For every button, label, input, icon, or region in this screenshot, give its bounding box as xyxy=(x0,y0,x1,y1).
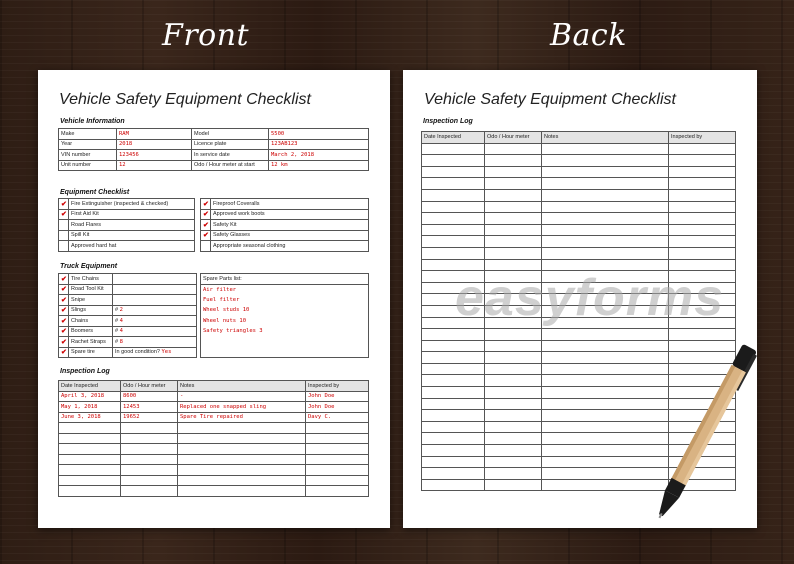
inspection-log-heading: Inspection Log xyxy=(60,368,110,375)
table-cell xyxy=(59,465,121,476)
checklist-row xyxy=(201,241,369,252)
checklist-row xyxy=(59,230,195,241)
table-cell xyxy=(178,465,306,476)
quantity-cell: # 8 xyxy=(113,337,197,348)
checklist-row xyxy=(59,284,197,295)
inspection-log-heading-back: Inspection Log xyxy=(423,118,473,125)
checklist-row xyxy=(59,295,197,306)
back-heading: Back xyxy=(550,18,627,53)
checklist-row xyxy=(59,199,195,210)
equipment-checklist-heading: Equipment Checklist xyxy=(60,189,130,196)
empty-checkbox xyxy=(59,241,69,252)
checkmark-icon: ✔ xyxy=(201,209,211,220)
table-cell xyxy=(178,486,306,497)
checklist-label: Safety Kit xyxy=(211,220,369,231)
table-cell xyxy=(422,410,485,422)
checklist-label: Slings xyxy=(69,305,113,316)
table-cell xyxy=(485,224,542,236)
table-cell xyxy=(59,486,121,497)
table-cell xyxy=(485,433,542,445)
table-cell xyxy=(485,155,542,167)
checklist-label: Approved hard hat xyxy=(69,241,195,252)
table-cell xyxy=(485,329,542,341)
checkmark-icon: ✔ xyxy=(59,199,69,210)
table-row xyxy=(422,178,736,190)
table-cell xyxy=(422,387,485,399)
table-cell xyxy=(485,143,542,155)
table-cell xyxy=(542,247,669,259)
table-row xyxy=(59,433,369,444)
table-cell xyxy=(422,178,485,190)
table-cell xyxy=(542,224,669,236)
table-row xyxy=(422,213,736,225)
table-cell: John Doe xyxy=(306,402,369,413)
table-cell xyxy=(422,468,485,480)
quantity-cell: # 4 xyxy=(113,316,197,327)
checklist-label: Rachet Straps xyxy=(69,337,113,348)
table-row xyxy=(422,155,736,167)
quantity-value: 8 xyxy=(119,338,123,345)
checklist-row xyxy=(201,230,369,241)
table-cell xyxy=(485,410,542,422)
table-cell xyxy=(422,340,485,352)
table-cell xyxy=(485,468,542,480)
table-cell xyxy=(542,201,669,213)
table-cell xyxy=(178,475,306,486)
field-value: March 2, 2018 xyxy=(269,150,369,161)
checklist-row xyxy=(59,209,195,220)
checkmark-icon: ✔ xyxy=(59,209,69,220)
table-cell xyxy=(669,201,736,213)
spare-part-item xyxy=(201,347,369,358)
table-cell xyxy=(422,479,485,491)
table-cell xyxy=(178,454,306,465)
table-row xyxy=(422,201,736,213)
checklist-label: Fireproof Coveralls xyxy=(211,199,369,210)
equipment-checklist-left xyxy=(58,198,195,252)
spare-parts-header: Spare Parts list: xyxy=(201,274,369,285)
table-cell xyxy=(59,444,121,455)
spare-part-item: Wheel nuts 10 xyxy=(201,316,369,327)
table-cell xyxy=(669,247,736,259)
table-cell: Spare Tire repaired xyxy=(178,412,306,423)
table-cell xyxy=(422,363,485,375)
table-cell xyxy=(542,189,669,201)
checkmark-icon: ✔ xyxy=(59,295,69,306)
checklist-label: Spill Kit xyxy=(69,230,195,241)
pen-image xyxy=(650,330,760,530)
table-cell: April 3, 2018 xyxy=(59,391,121,402)
checklist-label: Tire Chains xyxy=(69,274,113,285)
table-cell xyxy=(422,433,485,445)
column-header: Odo / Hour meter xyxy=(121,381,178,392)
checklist-label: Safety Glasses xyxy=(211,230,369,241)
watermark-logo: easyforms xyxy=(455,269,725,327)
checklist-label: Approved work boots xyxy=(211,209,369,220)
table-cell xyxy=(485,189,542,201)
checkmark-icon: ✔ xyxy=(201,199,211,210)
checkmark-icon: ✔ xyxy=(201,230,211,241)
checklist-label: Spare tire xyxy=(69,347,113,358)
spare-part-row xyxy=(201,284,369,295)
table-cell xyxy=(422,445,485,457)
column-header: Notes xyxy=(542,132,669,144)
field-label: Model xyxy=(192,129,269,140)
checklist-label: First Aid Kit xyxy=(69,209,195,220)
truck-equipment-heading: Truck Equipment xyxy=(60,263,118,270)
table-cell xyxy=(59,475,121,486)
checklist-label: Chains xyxy=(69,316,113,327)
empty-checkbox xyxy=(201,241,211,252)
table-cell xyxy=(485,445,542,457)
table-cell xyxy=(306,423,369,434)
table-cell xyxy=(669,213,736,225)
checkmark-icon: ✔ xyxy=(59,274,69,285)
checklist-label: Road Flares xyxy=(69,220,195,231)
table-cell xyxy=(121,465,178,476)
quantity-value: 4 xyxy=(119,317,123,324)
table-row xyxy=(422,189,736,201)
table-cell xyxy=(178,444,306,455)
table-cell xyxy=(422,201,485,213)
table-row xyxy=(59,444,369,455)
field-label: Make xyxy=(59,129,117,140)
checkmark-icon: ✔ xyxy=(59,284,69,295)
table-row xyxy=(59,454,369,465)
table-cell: John Doe xyxy=(306,391,369,402)
checkmark-icon: ✔ xyxy=(59,305,69,316)
checklist-row xyxy=(59,337,197,348)
inspection-log-table xyxy=(58,380,369,497)
vehicle-info-heading: Vehicle Information xyxy=(60,118,125,125)
table-row xyxy=(59,129,369,140)
table-cell xyxy=(669,143,736,155)
checklist-row xyxy=(59,316,197,327)
table-cell xyxy=(121,423,178,434)
table-cell xyxy=(485,398,542,410)
field-label: Year xyxy=(59,139,117,150)
table-cell xyxy=(121,433,178,444)
table-cell: 8600 xyxy=(121,391,178,402)
checklist-label: Snipe xyxy=(69,295,113,306)
column-header: Odo / Hour meter xyxy=(485,132,542,144)
field-value: 12 xyxy=(117,160,192,171)
table-row xyxy=(59,475,369,486)
table-cell xyxy=(178,433,306,444)
table-row xyxy=(59,486,369,497)
spare-part-row xyxy=(201,337,369,348)
table-cell xyxy=(542,143,669,155)
empty-checkbox xyxy=(59,230,69,241)
table-cell xyxy=(121,444,178,455)
field-value: 5500 xyxy=(269,129,369,140)
spare-parts-table xyxy=(200,273,369,358)
table-cell xyxy=(485,236,542,248)
table-row xyxy=(59,402,369,413)
table-cell xyxy=(422,155,485,167)
checklist-row xyxy=(59,241,195,252)
table-cell xyxy=(422,421,485,433)
table-cell xyxy=(669,166,736,178)
equipment-checklist-right xyxy=(200,198,369,252)
table-cell xyxy=(306,454,369,465)
table-cell xyxy=(669,189,736,201)
table-cell xyxy=(485,201,542,213)
field-label: VIN number xyxy=(59,150,117,161)
checklist-row xyxy=(59,220,195,231)
spare-part-item: Safety triangles 3 xyxy=(201,326,369,337)
field-value: RAM xyxy=(117,129,192,140)
quantity-cell: # 4 xyxy=(113,326,197,337)
column-header: Inspected by xyxy=(306,381,369,392)
table-cell xyxy=(485,178,542,190)
spare-part-item: Air filter xyxy=(201,284,369,295)
quantity-value: 4 xyxy=(119,328,123,335)
table-cell xyxy=(485,387,542,399)
table-cell: Replaced one snapped sling xyxy=(178,402,306,413)
table-cell xyxy=(59,454,121,465)
spare-part-row xyxy=(201,295,369,306)
spare-part-row xyxy=(201,305,369,316)
checklist-row xyxy=(201,209,369,220)
table-cell xyxy=(422,224,485,236)
table-cell xyxy=(422,247,485,259)
checklist-row xyxy=(59,305,197,316)
answer-value: Yes xyxy=(161,349,172,356)
table-cell xyxy=(121,454,178,465)
table-cell xyxy=(422,398,485,410)
table-row xyxy=(422,166,736,178)
truck-equipment-table xyxy=(58,273,197,358)
form-title: Vehicle Safety Equipment Checklist xyxy=(59,91,311,108)
table-cell xyxy=(542,236,669,248)
table-cell xyxy=(485,363,542,375)
field-label: In service date xyxy=(192,150,269,161)
table-cell xyxy=(542,213,669,225)
table-cell xyxy=(485,166,542,178)
checklist-row xyxy=(59,347,197,358)
column-header: Inspected by xyxy=(669,132,736,144)
checkmark-icon: ✔ xyxy=(201,220,211,231)
table-cell xyxy=(422,143,485,155)
form-title-back: Vehicle Safety Equipment Checklist xyxy=(424,91,676,108)
spare-part-item: Fuel filter xyxy=(201,295,369,306)
table-cell: 19652 xyxy=(121,412,178,423)
table-cell xyxy=(306,465,369,476)
field-label: Unit number xyxy=(59,160,117,171)
spare-part-item: Wheel studs 10 xyxy=(201,305,369,316)
checklist-row xyxy=(59,274,197,285)
table-cell: May 1, 2018 xyxy=(59,402,121,413)
checklist-label: Appropriate seasonal clothing xyxy=(211,241,369,252)
table-cell xyxy=(178,423,306,434)
table-cell xyxy=(121,486,178,497)
field-value: 2018 xyxy=(117,139,192,150)
table-cell: June 3, 2018 xyxy=(59,412,121,423)
checklist-row xyxy=(201,220,369,231)
checkmark-icon: ✔ xyxy=(59,337,69,348)
table-cell xyxy=(422,166,485,178)
table-row xyxy=(422,143,736,155)
quantity-cell: # 2 xyxy=(113,305,197,316)
table-cell: Davy C. xyxy=(306,412,369,423)
spare-part-row xyxy=(201,347,369,358)
quantity-cell: In good condition? Yes xyxy=(113,347,197,358)
table-cell xyxy=(542,166,669,178)
checklist-label: Boomers xyxy=(69,326,113,337)
table-cell xyxy=(306,433,369,444)
empty-checkbox xyxy=(59,220,69,231)
table-cell xyxy=(485,247,542,259)
table-row xyxy=(59,391,369,402)
quantity-cell xyxy=(113,295,197,306)
table-cell xyxy=(669,155,736,167)
table-row xyxy=(422,236,736,248)
column-header: Date Inspected xyxy=(422,132,485,144)
column-header: Date Inspected xyxy=(59,381,121,392)
field-value: 12 km xyxy=(269,160,369,171)
table-row xyxy=(422,247,736,259)
spare-part-item xyxy=(201,337,369,348)
table-cell xyxy=(485,352,542,364)
table-cell xyxy=(306,444,369,455)
checklist-row xyxy=(201,199,369,210)
table-cell xyxy=(306,475,369,486)
table-cell xyxy=(669,224,736,236)
table-cell xyxy=(669,236,736,248)
table-row xyxy=(59,150,369,161)
spare-part-row xyxy=(201,316,369,327)
table-cell xyxy=(669,178,736,190)
table-row xyxy=(422,224,736,236)
table-cell xyxy=(485,340,542,352)
checklist-label: Fire Extinguisher (inspected & checked) xyxy=(69,199,195,210)
field-label: Odo / Hour meter at start xyxy=(192,160,269,171)
table-cell: - xyxy=(178,391,306,402)
checkmark-icon: ✔ xyxy=(59,347,69,358)
table-cell xyxy=(485,421,542,433)
table-cell xyxy=(422,213,485,225)
table-cell xyxy=(422,456,485,468)
table-row xyxy=(59,412,369,423)
vehicle-info-table xyxy=(58,128,369,171)
table-cell xyxy=(542,155,669,167)
field-value: 123456 xyxy=(117,150,192,161)
quantity-cell xyxy=(113,284,197,295)
table-cell xyxy=(485,213,542,225)
column-header: Notes xyxy=(178,381,306,392)
quantity-cell xyxy=(113,274,197,285)
table-cell xyxy=(485,456,542,468)
table-row xyxy=(59,139,369,150)
spare-part-row xyxy=(201,326,369,337)
checkmark-icon: ✔ xyxy=(59,326,69,337)
table-cell xyxy=(485,479,542,491)
table-cell xyxy=(422,189,485,201)
table-row xyxy=(59,465,369,476)
table-cell xyxy=(306,486,369,497)
field-value: 123AB123 xyxy=(269,139,369,150)
table-cell xyxy=(422,329,485,341)
front-sheet xyxy=(38,70,390,528)
table-row xyxy=(59,160,369,171)
table-cell xyxy=(485,375,542,387)
table-cell xyxy=(542,178,669,190)
checklist-label: Road Tool Kit xyxy=(69,284,113,295)
quantity-value: 2 xyxy=(119,307,123,314)
table-cell: 12453 xyxy=(121,402,178,413)
checkmark-icon: ✔ xyxy=(59,316,69,327)
table-cell xyxy=(59,433,121,444)
table-cell xyxy=(422,236,485,248)
front-heading: Front xyxy=(162,18,250,53)
table-cell xyxy=(121,475,178,486)
table-row xyxy=(59,423,369,434)
checklist-row xyxy=(59,326,197,337)
table-cell xyxy=(422,375,485,387)
field-label: Licence plate xyxy=(192,139,269,150)
table-cell xyxy=(422,352,485,364)
table-cell xyxy=(59,423,121,434)
